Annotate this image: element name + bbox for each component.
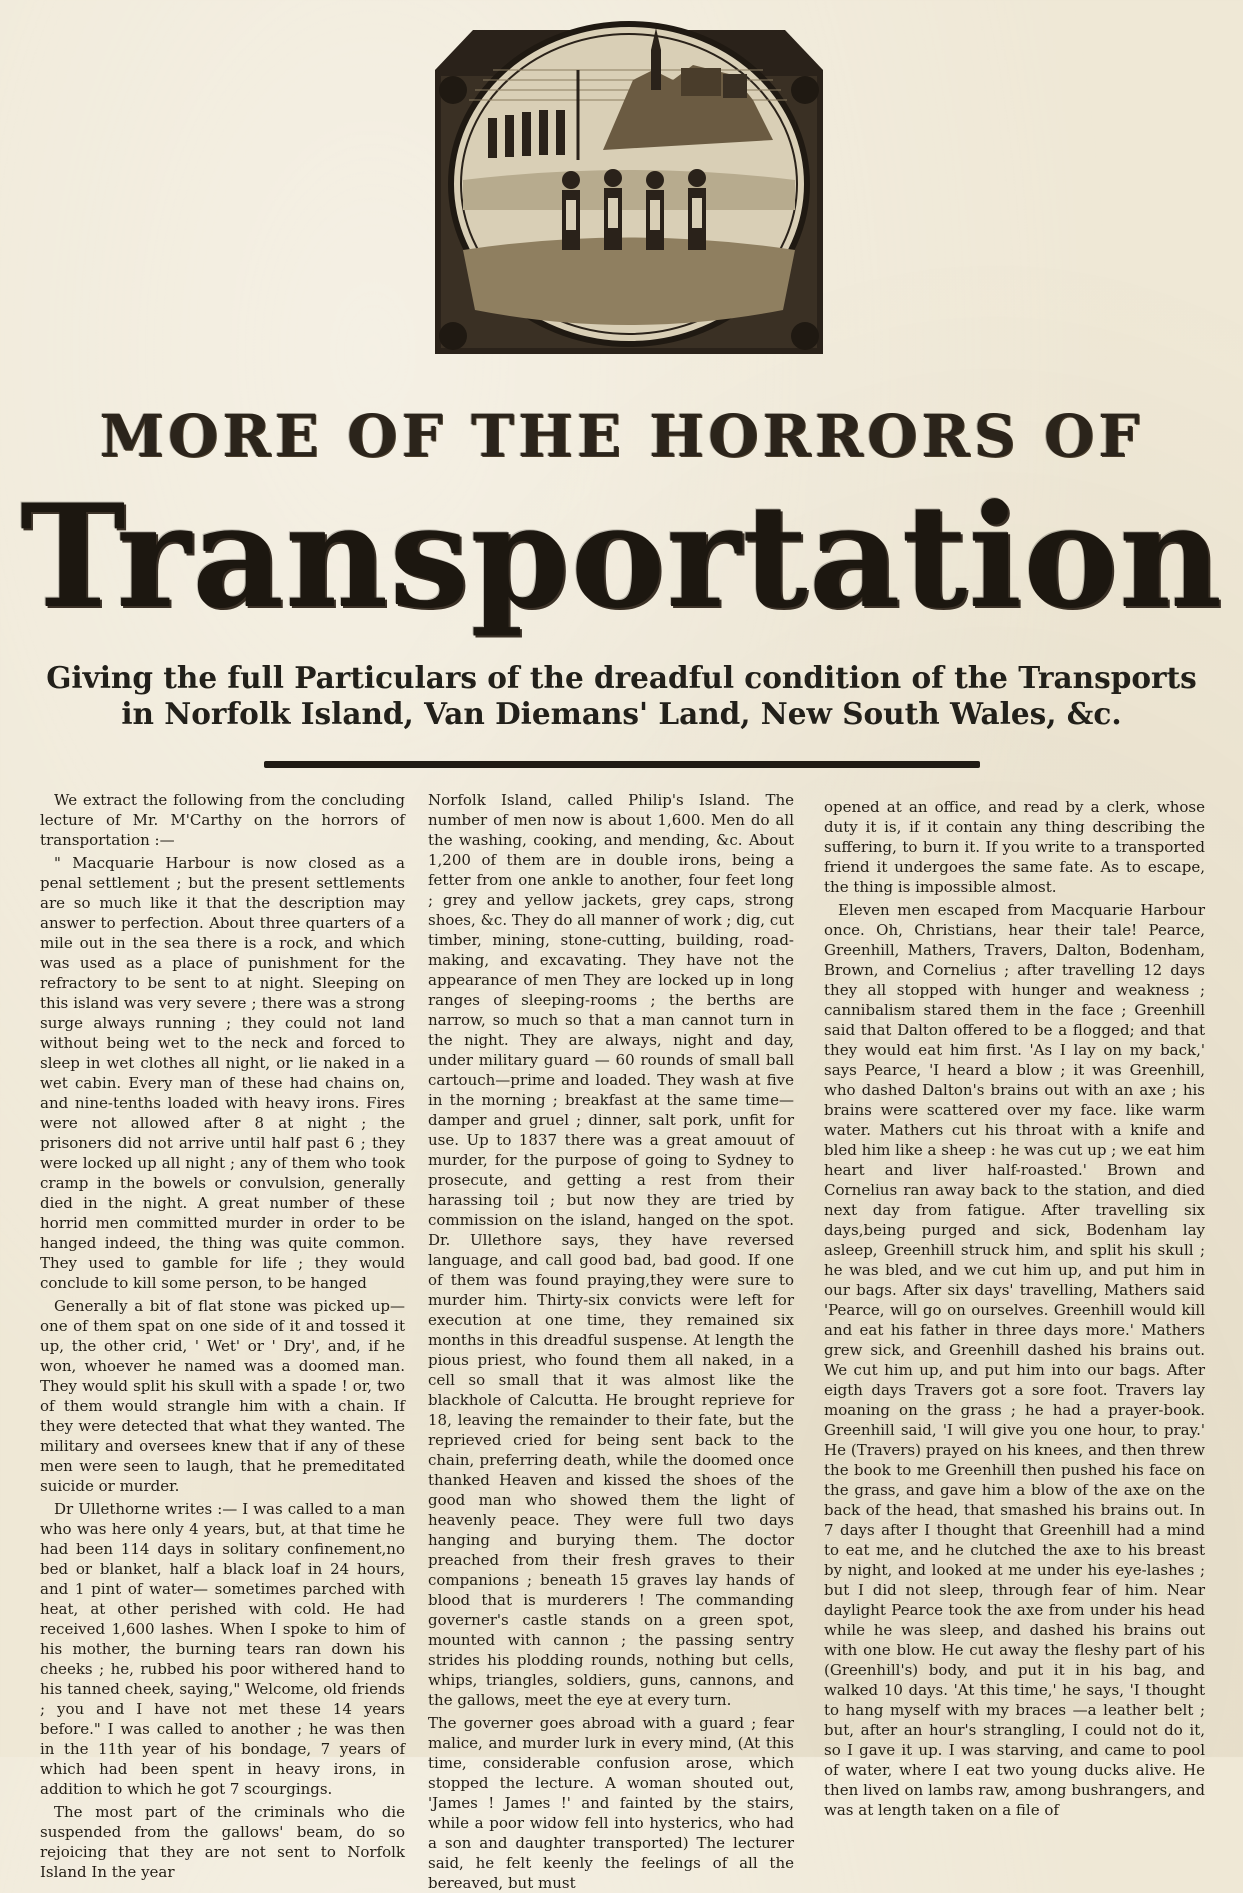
paragraph: The governer goes abroad with a guard ; fear malice, and murder lurk in every mind, (At this time, considerable confusion arose, which stopped the lecture. A woman shouted out, 'James ! James !' and fainted by the stairs, while a poor widow fell into hysterics, who had a son and daughter transported) The lecturer said, he felt keenly the feelings of all the bereaved, but must <box>428 1714 794 1892</box>
paragraph: Norfolk Island, called Philip's Island. The number of men now is about 1,600. Men do all the washing, cooking, and mending, &c. About 1,200 of them are in double irons, being a fetter from one ankle to another, four feet long ; grey and yellow jackets, grey caps, strong shoes, &c. They do all manner of work ; dig, cut timber, mining, stone-cutting, building, road-making, and excavating. They have not the appearance of men They are locked up in long ranges of sleeping-rooms ; the berths are narrow, so much so that a man cannot turn in the night. They are always, night and day, under military guard — 60 rounds of small ball cartouch—prime and loaded. They wash at five in the morning ; breakfast at the same time—damper and gruel ; dinner, salt pork, unfit for use. Up to 1837 there was a great amouut of murder, for the purpose of going to Sydney to prosecute, and getting a rest from their harassing toil ; but now they are tried by commission on the island, hanged on the spot. Dr. Ullethore says, they have reversed language, and call good bad, bad good. If one of them was found praying,they were sure to murder him. Thirty-six convicts were left for execution at one time, they remained six months in this dreadful suspense. At length the pious priest, who found them all naked, in a cell so small that it was almost like the blackhole of Calcutta. He brought reprieve for 18, leaving the remainder to their fate, but the reprieved cried for being sent back to the chain, preferring death, while the doomed once thanked Heaven and kissed the shoes of the good man who showed them the light of heavenly peace. They were full two days hanging and burying them. The doctor preached from their fresh graves to their companions ; beneath 15 graves lay hands of blood that is murderers ! The commanding governer's castle stands on a green spot, mounted with cannon ; the passing sentry strides his plodding rounds, nothing but cells, whips, triangles, soldiers, guns, cannons, and the gallows, meet the eye at every turn. <box>428 791 794 1709</box>
paragraph: We extract the following from the concluding lecture of Mr. M'Carthy on the horrors of transportation :— <box>40 791 405 849</box>
text-column-1 <box>40 790 405 1881</box>
paragraph: The most part of the criminals who die suspended from the gallows' beam, do so rejoicing that they are not sent to Norfolk Island In the year <box>40 1803 405 1881</box>
paragraph: Generally a bit of flat stone was picked up— one of them spat on one side of it and tossed it up, the other crid, ' Wet' or ' Dry', and, if he won, whoever he named was a doomed man. They would split his skull with a spade ! or, two of them would strangle him with a chain. If they were detected that what they wanted. The military and oversees knew that if any of these men were seen to laugh, that he premeditated suicide or murder. <box>40 1297 405 1495</box>
page-title: Transportation <box>19 474 1224 640</box>
text-column-2 <box>428 790 794 1892</box>
convict-woodcut-illustration <box>433 10 825 356</box>
text-column-3 <box>824 797 1205 1819</box>
paragraph: Eleven men escaped from Macquarie Harbour once. Oh, Christians, hear their tale! Pearce, Greenhill, Mathers, Travers, Dalton, Bodenham, Brown, and Cornelius ; after travelling 12 days they all stopped with hunger and weakness ; cannibalism stared them in the face ; Greenhill said that Dalton offered to be a flogged; and that they would eat him first. 'As I lay on my back,' says Pearce, 'I heard a blow ; it was Greenhill, who dashed Dalton's brains out with an axe ; his brains were scattered over my face. like warm water. Mathers cut his throat with a knife and bled him like a sheep : he was cut up ; we eat him heart and liver half-roasted.' Brown and Cornelius ran away back to the station, and died next day from fatigue. After travelling six days,being purged and sick, Bodenham lay asleep, Greenhill struck him, and split his skull ; he was bled, and we cut him up, and put him in our bags. After six days' travelling, Mathers said 'Pearce, will go on ourselves. Greenhill would kill and eat his father in three days more.' Mathers grew sick, and Greenhill dashed his brains out. We cut him up, and put him into our bags. After eigth days Travers got a sore foot. Travers lay moaning on the grass ; he had a prayer-book. Greenhill said, 'I will give you one hour, to pray.' He (Travers) prayed on his knees, and then threw the book to me Greenhill then pushed his face on the grass, and gave him a blow of the axe on the back of the head, that smashed his brains out. In 7 days after I thought that Greenhill had a mind to eat me, and he clutched the axe to his breast by night, and looked at me under his eye-lashes ; but I did not sleep, through fear of him. Near daylight Pearce took the axe from under his head while he was sleep, and dashed his brains out with one blow. He cut away the fleshy part of his (Greenhill's) body, and put it in his bag, and walked 10 days. 'At this time,' he says, 'I thought to hang myself with my braces —a leather belt ; but, after an hour's strangling, I could not do it, so I gave it up. I was starving, and came to pool of water, where I eat two young ducks alive. He then lived on lambs raw, among bushrangers, and was at length taken on a file of <box>824 901 1205 1819</box>
paragraph: opened at an office, and read by a clerk, whose duty it is, if it contain any thing describing the suffering, to burn it. If you write to a transported friend it undergoes the same fate. As to escape, the thing is impossible almost. <box>824 798 1205 896</box>
subtitle: Giving the full Particulars of the dreadful condition of the Transports in Norfolk Island, Van Diemans' Land, New South Wales, &c. <box>46 660 1197 731</box>
paragraph: " Macquarie Harbour is now closed as a penal settlement ; but the present settlements are so much like it that the description may answer to perfection. About three quarters of a mile out in the sea there is a rock, and which was used as a place of punishment for the refractory to be sent to at night. Sleeping on this island was very severe ; there was a strong surge always running ; they could not land without being wet to the neck and forced to sleep in wet clothes all night, or lie naked in a wet cabin. Every man of these had chains on, and nine-tenths loaded with heavy irons. Fires were not allowed after 8 at night ; the prisoners did not arrive until half past 6 ; they were locked up all night ; any of them who took cramp in the bowels or convulsion, generally died in the night. A great number of these horrid men committed murder in order to be hanged indeed, the thing was quite common. They used to gamble for life ; they would conclude to kill some person, to be hanged <box>40 854 405 1292</box>
divider-rule <box>264 761 980 768</box>
paragraph: Dr Ullethorne writes :— I was called to a man who was here only 4 years, but, at that time he had been 114 days in solitary confinement,no bed or blanket, half a black loaf in 24 hours, and 1 pint of water— sometimes parched with heat, at other perished with cold. He had received 1,600 lashes. When I spoke to him of his mother, the burning tears ran down his cheeks ; he, rubbed his poor withered hand to his tanned cheek, saying," Welcome, old friends ; you and I have not met these 14 years before." I was called to another ; he was then in the 11th year of his bondage, 7 years of which had been spent in heavy irons, in addition to which he got 7 scourgings. <box>40 1500 405 1798</box>
headline: MORE OF THE HORRORS OF <box>99 402 1144 470</box>
